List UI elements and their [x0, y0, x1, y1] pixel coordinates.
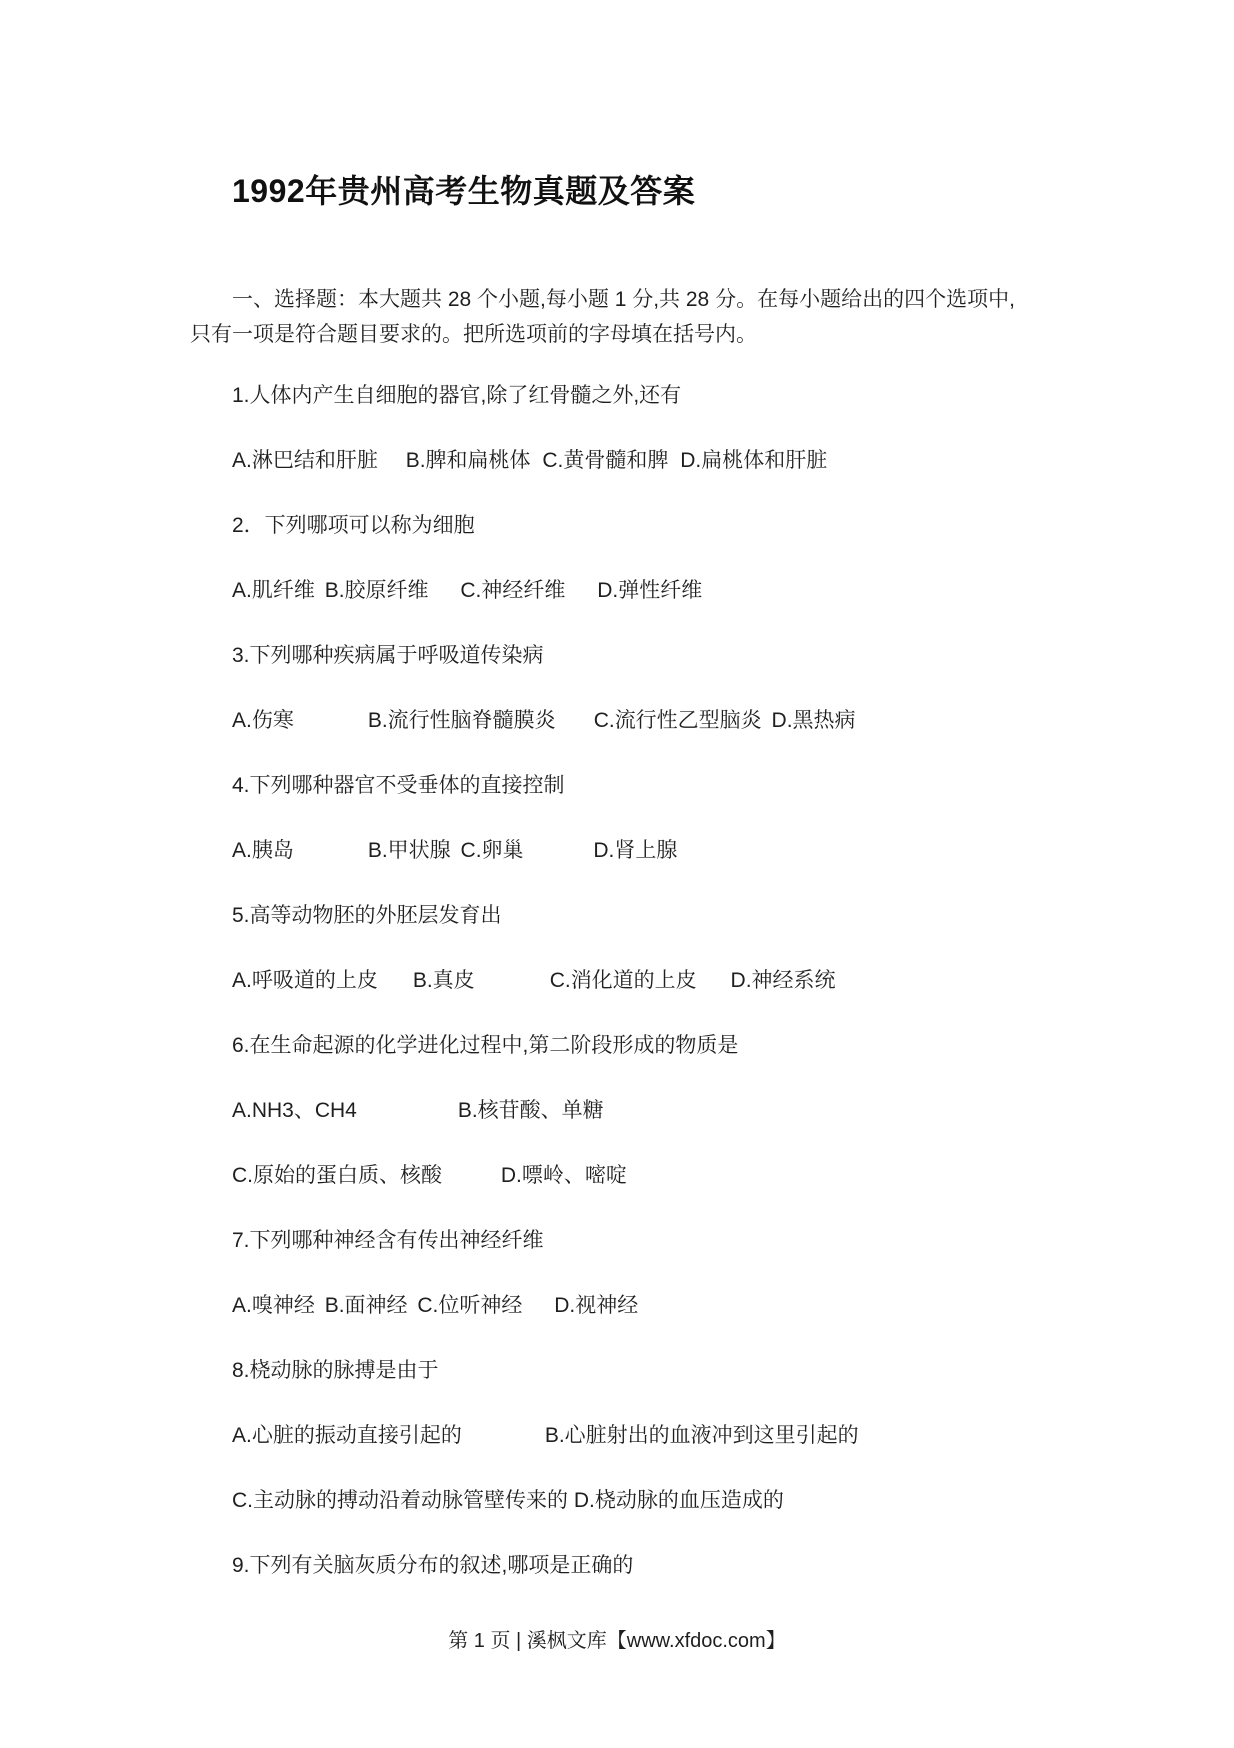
- option-a: A.呼吸道的上皮: [232, 969, 378, 992]
- question-5-options: [232, 967, 836, 995]
- option-d: D.桡动脉的血压造成的: [573, 1489, 784, 1512]
- question-8-options-row2: [232, 1487, 784, 1515]
- question-3-stem: 3.下列哪种疾病属于呼吸道传染病: [232, 644, 544, 667]
- option-c: C.卵巢: [460, 839, 524, 862]
- question-4-options: [232, 837, 677, 865]
- option-b: B.面神经: [324, 1294, 408, 1317]
- document-title: 1992年贵州高考生物真题及答案: [232, 173, 696, 209]
- question-8-stem: 8.桡动脉的脉搏是由于: [232, 1359, 439, 1382]
- option-c: C.消化道的上皮: [549, 969, 697, 992]
- question-2-stem: 2．下列哪项可以称为细胞: [232, 514, 475, 537]
- question-6-options-row2: [232, 1162, 627, 1190]
- option-a: A.淋巴结和肝脏: [232, 449, 378, 472]
- question-5-stem: 5.高等动物胚的外胚层发育出: [232, 904, 502, 927]
- question-9-stem: 9.下列有关脑灰质分布的叙述,哪项是正确的: [232, 1554, 634, 1577]
- option-d: D.神经系统: [730, 969, 836, 992]
- option-c: C.主动脉的搏动沿着动脉管壁传来的: [232, 1489, 568, 1512]
- question-4-stem: 4.下列哪种器官不受垂体的直接控制: [232, 774, 565, 797]
- question-1-options: [232, 447, 827, 475]
- option-c: C.位听神经: [417, 1294, 523, 1317]
- option-b: B.核苷酸、单糖: [457, 1099, 604, 1122]
- option-d: D.黑热病: [771, 709, 856, 732]
- option-a: A.心脏的振动直接引起的: [232, 1424, 462, 1447]
- question-8-options-row1: [232, 1422, 859, 1450]
- question-6-stem: 6.在生命起源的化学进化过程中,第二阶段形成的物质是: [232, 1034, 739, 1057]
- question-3-options: [232, 707, 856, 735]
- question-2-options: [232, 577, 702, 605]
- option-b: B.甲状腺: [367, 839, 451, 862]
- option-b: B.胶原纤维: [324, 579, 429, 602]
- option-c: C.流行性乙型脑炎: [593, 709, 762, 732]
- option-c: C.黄骨髓和脾: [542, 449, 669, 472]
- section-intro-line2: 只有一项是符合题目要求的。把所选项前的字母填在括号内。: [190, 323, 757, 346]
- question-6-options-row1: [232, 1097, 604, 1125]
- question-7-options: [232, 1292, 638, 1320]
- option-c: C.原始的蛋白质、核酸: [232, 1164, 442, 1187]
- option-a: A.嗅神经: [232, 1294, 315, 1317]
- option-b: B.流行性脑脊髓膜炎: [367, 709, 556, 732]
- option-a: A.伤寒: [232, 709, 294, 732]
- option-d: D.嘌岭、嘧啶: [500, 1164, 627, 1187]
- section-intro-line1: 一、选择题：本大题共 28 个小题,每小题 1 分,共 28 分。在每小题给出的四个选项中,: [232, 288, 1015, 311]
- option-b: B.脾和扁桃体: [405, 449, 531, 472]
- page-footer: 第 1 页 | 溪枫文库【www.xfdoc.com】: [448, 1630, 786, 1652]
- option-a: A.胰岛: [232, 839, 294, 862]
- option-c: C.神经纤维: [460, 579, 566, 602]
- question-1-stem: 1.人体内产生自细胞的器官,除了红骨髓之外,还有: [232, 384, 682, 407]
- option-b: B.真皮: [412, 969, 475, 992]
- option-d: D.视神经: [554, 1294, 639, 1317]
- question-7-stem: 7.下列哪种神经含有传出神经纤维: [232, 1229, 544, 1252]
- option-d: D.弹性纤维: [597, 579, 703, 602]
- option-a: A.肌纤维: [232, 579, 315, 602]
- option-d: D.扁桃体和肝脏: [680, 449, 828, 472]
- option-b: B.心脏射出的血液冲到这里引起的: [544, 1424, 859, 1447]
- option-d: D.肾上腺: [593, 839, 678, 862]
- option-a: A.NH3、CH4: [232, 1099, 357, 1122]
